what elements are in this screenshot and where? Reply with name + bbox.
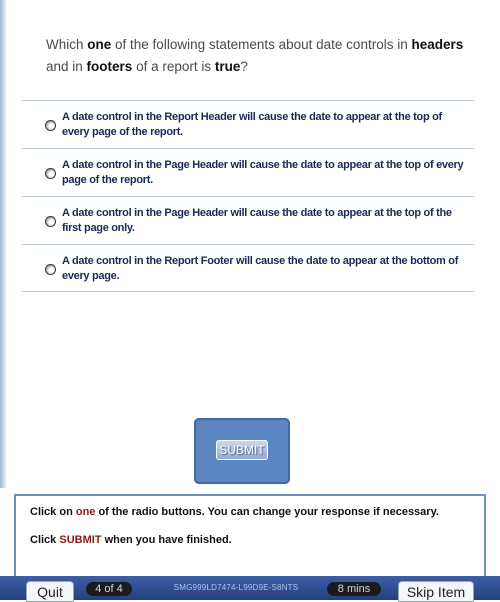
question-segment: and in [46,59,87,74]
instruction-text: Click [30,534,60,546]
answer-choice-label: A date control in the Page Header will cause the date to appear at the top of every page of the report. [62,159,464,186]
page-counter: 4 of 4 [86,582,132,596]
answer-choice-3[interactable] [22,196,474,244]
answer-choice-4[interactable] [22,244,474,292]
radio-button[interactable] [45,216,56,227]
question-bold-headers: headers [411,37,464,52]
question-segment: of a report is [132,59,215,74]
answer-choice-label: A date control in the Page Header will cause the date to appear at the top of the first page only. [62,207,452,234]
timer: 8 mins [327,582,381,596]
question-bold-footers: footers [86,59,133,74]
instruction-line-1 [30,504,484,520]
submit-button[interactable]: SUBMIT [216,440,268,460]
answer-choice-2[interactable] [22,148,474,196]
instruction-text: when you have finished. [101,534,232,546]
instruction-emphasis: SUBMIT [59,534,102,546]
question-bold-one: one [87,37,112,52]
answer-choices [22,100,474,292]
answer-choice-label: A date control in the Report Footer will cause the date to appear at the bottom of every page. [62,255,459,282]
skip-item-button[interactable]: Skip Item [398,581,474,602]
instruction-text: of the radio buttons. You can change your response if necessary. [95,506,439,518]
instruction-emphasis: one [75,506,96,518]
quit-button[interactable]: Quit [26,581,74,602]
question-segment: of the following statements about date controls in [111,37,412,52]
footer-bar [0,576,500,600]
question-segment: Which [46,37,88,52]
instructions-panel [14,494,486,576]
left-edge-shade [0,0,6,488]
radio-button[interactable] [45,168,56,179]
submit-button-frame [194,418,290,484]
instruction-line-2 [30,532,484,548]
answer-choice-1[interactable] [22,100,474,148]
radio-button[interactable] [45,120,56,131]
answer-choice-label: A date control in the Report Header will cause the date to appear at the top of every page of the report. [62,111,442,138]
exam-code: SMG999LD7474-L99D9E-S8NTS [173,583,299,592]
question-text [46,34,476,78]
question-bold-true: true [214,59,241,74]
radio-button[interactable] [45,264,56,275]
instruction-text: Click on [30,506,76,518]
question-segment: ? [240,59,248,74]
